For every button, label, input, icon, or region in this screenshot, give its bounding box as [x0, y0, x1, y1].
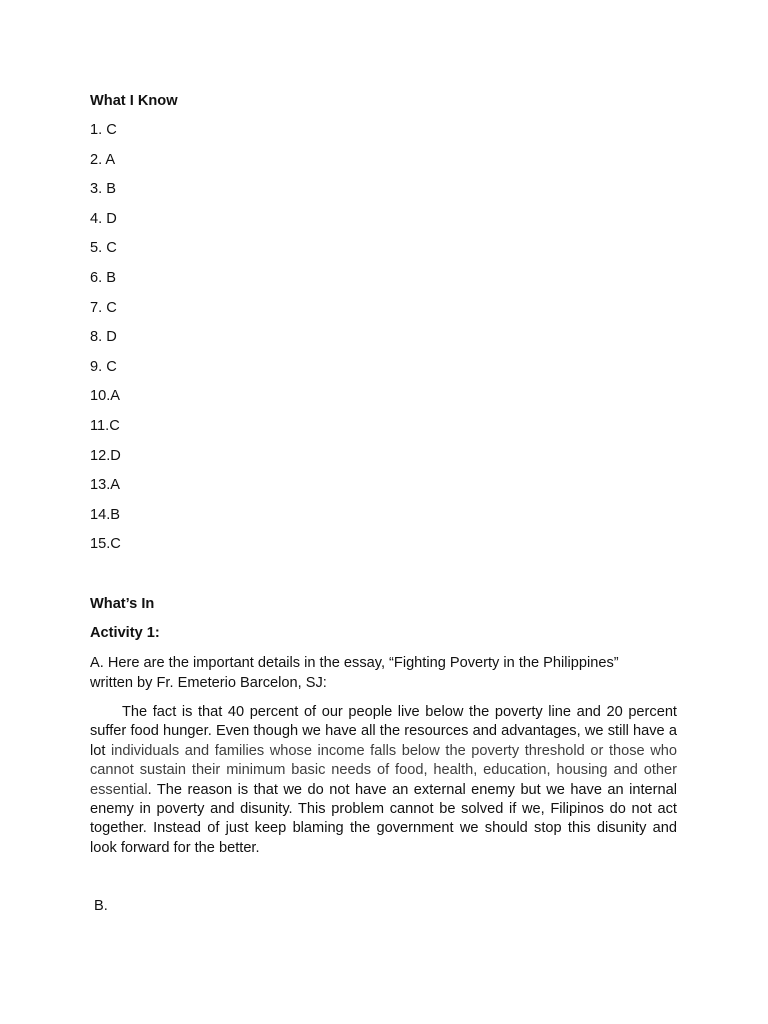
answer-item-12: 12.D [90, 447, 121, 464]
answer-item-7: 7. C [90, 299, 117, 316]
essay-text-part-1: The fact is that 40 percent of our people live below the poverty line and 20 percent suffer food hunger. Even though we have all the resources and advantages, we still have a lot [90, 704, 677, 759]
answer-item-3: 3. B [90, 181, 116, 198]
activity-intro-line-1: A. Here are the important details in the essay, “Fighting Poverty in the Philippines” [90, 655, 619, 671]
answer-item-11: 11.C [90, 417, 120, 434]
answer-item-9: 9. C [90, 358, 117, 375]
answer-item-2: 2. A [90, 151, 116, 168]
essay-text-part-2: individuals and families whose income falls below the poverty threshold or those who cannot sustain their minimum basic needs of food, health, education, housing and other essential [90, 742, 678, 798]
answer-item-15: 15.C [90, 536, 121, 553]
activity-title: Activity 1: [90, 625, 160, 641]
answer-item-6: 6. B [90, 269, 116, 286]
answer-item-13: 13.A [90, 477, 121, 494]
answer-item-4: 4. D [90, 210, 117, 227]
answer-item-14: 14.B [90, 506, 121, 523]
answer-item-8: 8. D [90, 329, 117, 346]
answer-item-5: 5. C [90, 240, 117, 257]
answer-item-10: 10.A [90, 388, 121, 405]
activity-intro-line-2: written by Fr. Emeterio Barcelon, SJ: [90, 675, 327, 691]
section-title-what-i-know: What I Know [90, 93, 178, 109]
essay-text-part-3: . The reason is that we do not have an external enemy but we have an internal enemy in poverty and disunity. This problem cannot be solved if we, Filipinos do not act together. Instead of just keep blaming the government we should stop this disunity and look forward for the better. [90, 781, 677, 856]
section-title-whats-in: What’s In [90, 596, 155, 612]
essay-paragraph [90, 703, 677, 858]
answer-list [90, 121, 121, 565]
part-b-label: B. [94, 898, 108, 914]
answer-item-1: 1. C [90, 122, 117, 138]
